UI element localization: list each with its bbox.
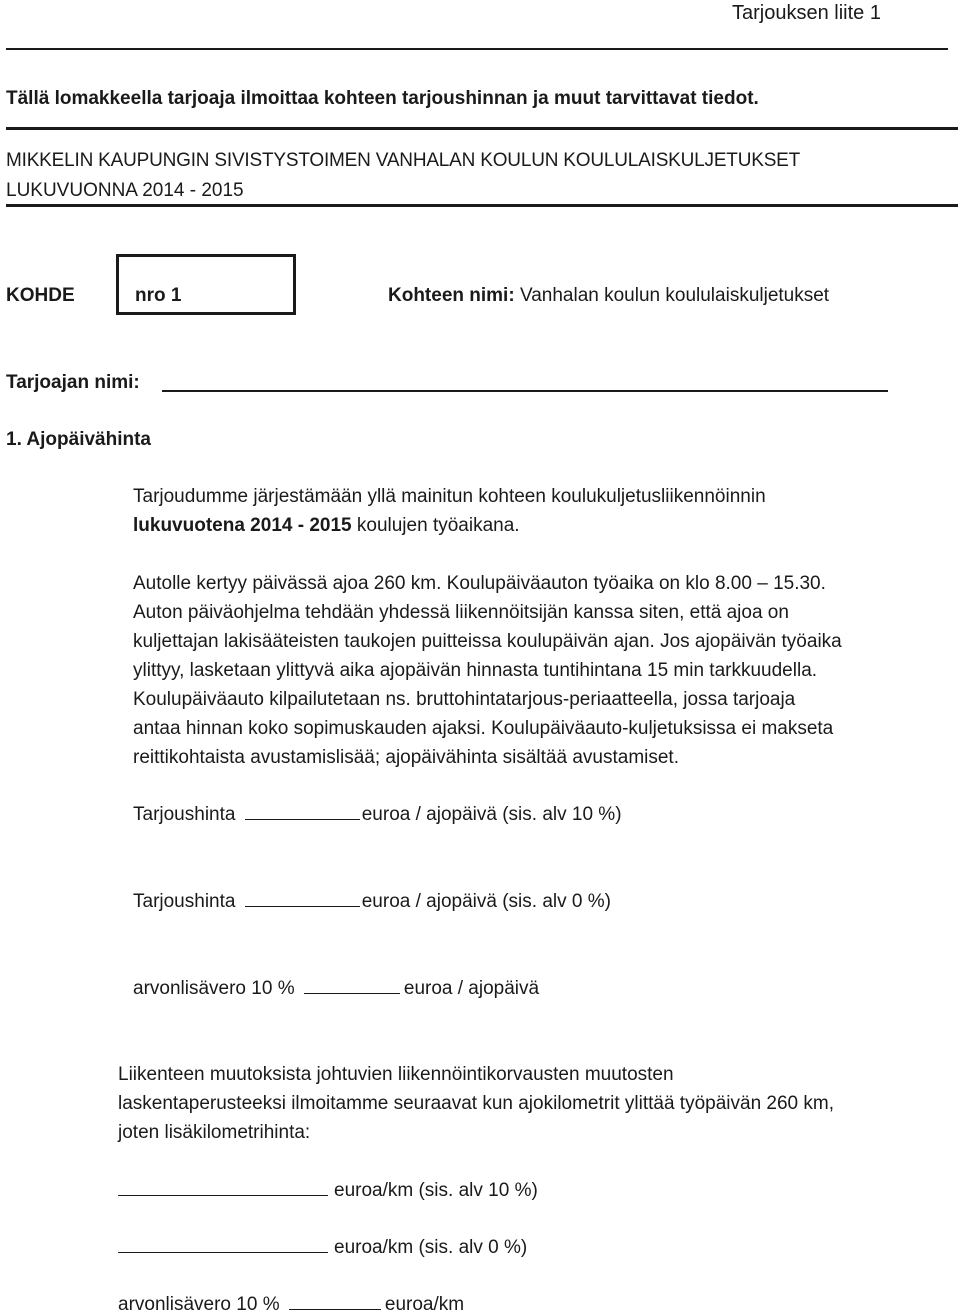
price-vat10-unit: euroa / ajopäivä (sis. alv 10 %)	[361, 804, 622, 825]
p2-line: Auton päiväohjelma tehdään yhdessä liikennöitsijän kanssa siten, että ajoa on	[133, 602, 789, 623]
p1-line2-bold: lukuvuotena 2014 - 2015	[133, 515, 352, 536]
p2-line: kuljettajan lakisääteisten taukojen puitteissa koulupäivän ajan. Jos ajopäivän työaika	[133, 631, 842, 652]
km-vat-label: arvonlisävero 10 %	[118, 1294, 280, 1315]
km-vat0-field[interactable]	[118, 1251, 328, 1253]
intro-text: Tällä lomakkeella tarjoaja ilmoittaa kohteen tarjoushinnan ja muut tarvittavat tiedot.	[6, 88, 759, 109]
title-top-rule	[6, 127, 958, 130]
extra-line: laskentaperusteeksi ilmoitamme seuraavat kun ajokilometrit ylittää työpäivän 260 km,	[118, 1093, 834, 1114]
p2-line: reittikohtaista avustamislisää; ajopäivähinta sisältää avustamiset.	[133, 747, 679, 768]
km-vat10-field[interactable]	[118, 1194, 328, 1196]
kohde-name	[388, 286, 829, 305]
price-label: Tarjoushinta	[133, 891, 236, 912]
km-vat10-row	[118, 1181, 538, 1200]
page-title-line1: MIKKELIN KAUPUNGIN SIVISTYSTOIMEN VANHALAN KOULUN KOULULAISKULJETUKSET	[6, 150, 801, 171]
kohde-label: KOHDE	[6, 285, 75, 306]
km-vat-unit: euroa/km	[384, 1294, 465, 1315]
price-vat0-row	[133, 892, 611, 911]
title-bottom-rule	[6, 204, 958, 207]
extra-line: Liikenteen muutoksista johtuvien liikennöintikorvausten muutosten	[118, 1064, 674, 1085]
km-vat0-row	[118, 1238, 527, 1257]
p1-line2-rest: koulujen työaikana.	[351, 515, 520, 536]
kohde-name-label: Kohteen nimi:	[388, 285, 515, 306]
bidder-label: Tarjoajan nimi:	[6, 372, 140, 393]
page-title-line2: LUKUVUONNA 2014 - 2015	[6, 180, 244, 201]
km-vat-field[interactable]	[289, 1308, 381, 1310]
kohde-number: nro 1	[135, 285, 182, 306]
km-vat10-unit: euroa/km (sis. alv 10 %)	[334, 1180, 538, 1201]
price-vat10-row	[133, 805, 622, 824]
p1-line2	[133, 511, 766, 540]
vat-row	[133, 979, 539, 998]
p2-line: Autolle kertyy päivässä ajoa 260 km. Koulupäiväauton työaika on klo 8.00 – 15.30.	[133, 573, 826, 594]
extra-line: joten lisäkilometrihinta:	[118, 1122, 311, 1143]
section1-heading: 1. Ajopäivähinta	[6, 429, 151, 450]
p2-line: Koulupäiväauto kilpailutetaan ns. bruttohintatarjous-periaatteella, jossa tarjoaja	[133, 689, 796, 710]
p2-line: antaa hinnan koko sopimuskauden ajaksi. Koulupäiväauto-kuljetuksissa ei makseta	[133, 718, 834, 739]
kohde-name-value: Vanhalan koulun koululaiskuljetukset	[519, 285, 830, 306]
attachment-label: Tarjouksen liite 1	[732, 2, 881, 24]
extra-km-paragraph	[118, 1060, 834, 1147]
km-vat0-unit: euroa/km (sis. alv 0 %)	[334, 1237, 528, 1258]
header-rule	[6, 48, 948, 50]
vat-field[interactable]	[304, 992, 400, 994]
price-vat0-field[interactable]	[245, 905, 360, 907]
price-label: Tarjoushinta	[133, 804, 236, 825]
vat-label: arvonlisävero 10 %	[133, 978, 295, 999]
km-vat-row	[118, 1295, 464, 1314]
p1-line1: Tarjoudumme järjestämään yllä mainitun kohteen koulukuljetusliikennöinnin	[133, 486, 766, 507]
price-vat10-field[interactable]	[245, 818, 360, 820]
section1-paragraph1	[133, 482, 766, 540]
bidder-name-field[interactable]	[162, 390, 888, 392]
vat-unit: euroa / ajopäivä	[403, 978, 540, 999]
section1-paragraph2	[133, 569, 842, 772]
p2-line: ylittyy, lasketaan ylittyvä aika ajopäivän hinnasta tuntihintana 15 min tarkkuudella.	[133, 660, 818, 681]
price-vat0-unit: euroa / ajopäivä (sis. alv 0 %)	[361, 891, 611, 912]
